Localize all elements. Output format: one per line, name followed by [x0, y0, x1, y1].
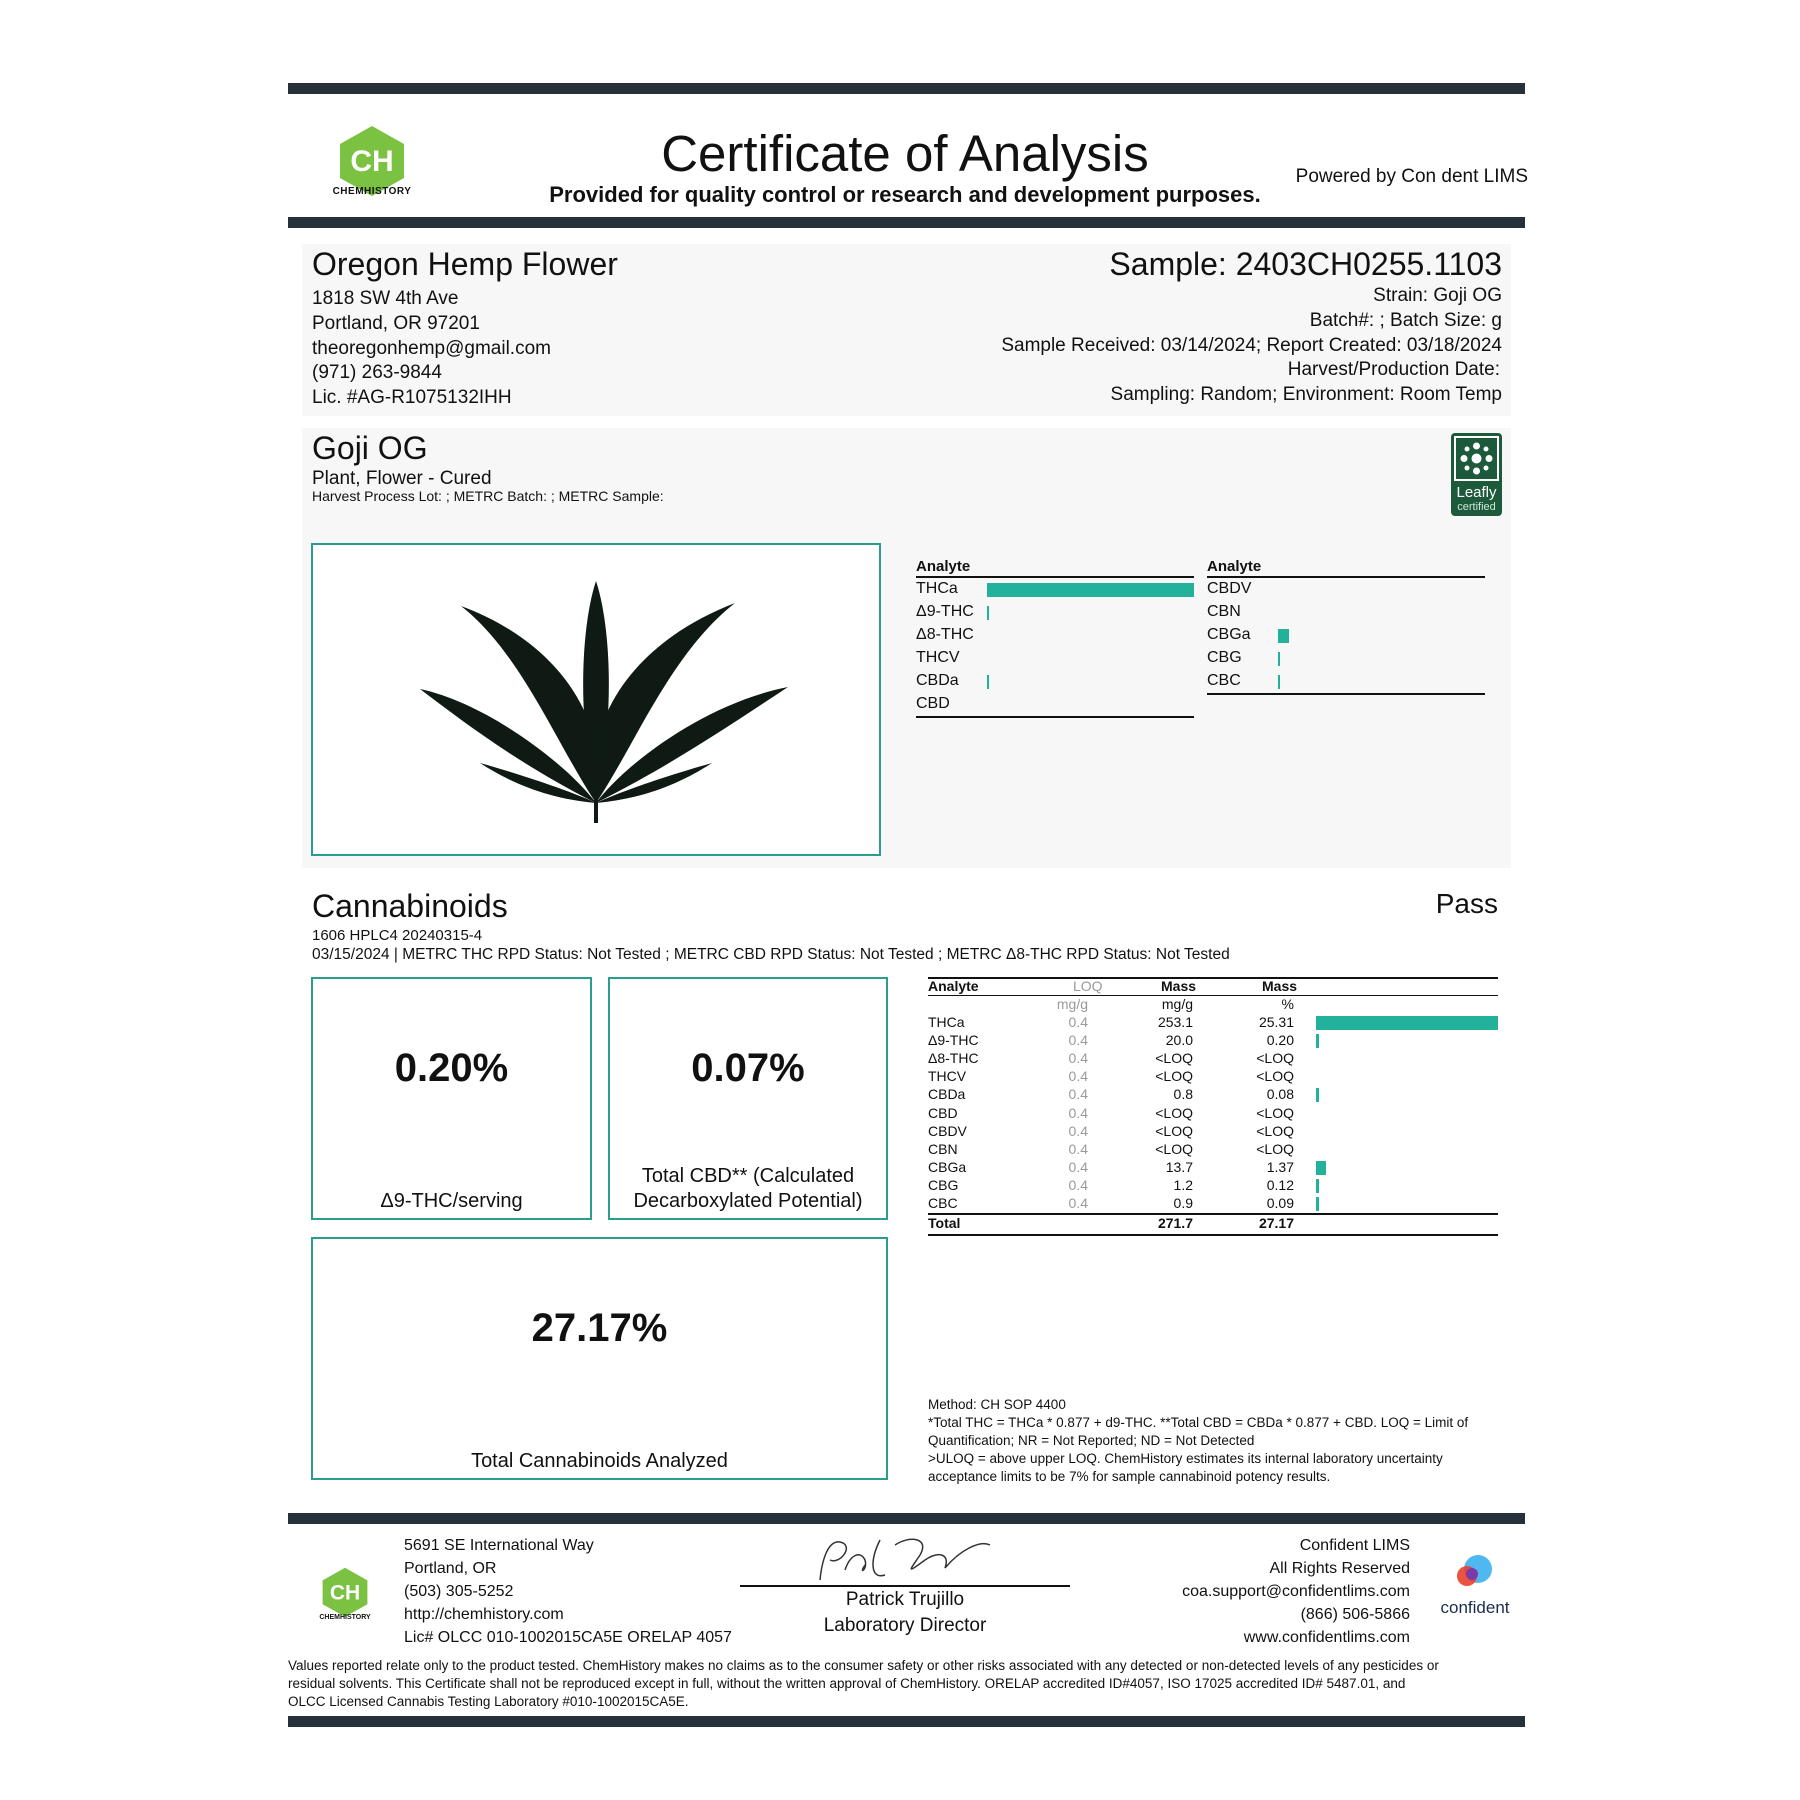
logo-caption: CHEMHISTORY [332, 186, 412, 197]
signer-name: Patrick Trujillo [845, 1589, 965, 1610]
disclaimer-line-2: residual solvents. This Certificate shall not be reproduced except in full, without the written approval of ChemHistory. ORELAP accredited ID#4057, ISO 17025 accredited ID# 5487.01, and [288, 1676, 1406, 1691]
potency-bar [1316, 1179, 1319, 1193]
client-address2: Portland, OR 97201 [312, 313, 480, 334]
cell-mass-pct: 0.09 [1266, 1195, 1294, 1211]
client-license: Lic. #AG-R1075132IHH [312, 387, 512, 408]
total-cbd-label-2: Decarboxylated Potential) [633, 1190, 863, 1212]
sample-sampling: Sampling: Random; Environment: Room Temp [1110, 384, 1502, 405]
thc-serving-value: 0.20% [394, 1046, 509, 1090]
client-name: Oregon Hemp Flower [312, 246, 618, 282]
mini-right-label: CBN [1207, 603, 1241, 620]
cell-analyte: THCV [928, 1068, 967, 1085]
powered-by: Powered by Con dent LIMS [1295, 166, 1528, 187]
client-address1: 1818 SW 4th Ave [312, 288, 459, 309]
mini-right-label: CBG [1207, 649, 1242, 666]
cell-mass-pct: <LOQ [1256, 1050, 1294, 1067]
table-row [928, 1123, 1498, 1141]
cell-loq: 0.4 [1068, 1122, 1088, 1139]
lims-name: Confident LIMS [1299, 1537, 1410, 1554]
cell-loq: 0.4 [1068, 1068, 1088, 1085]
mini-chart-right-header-rule [1207, 576, 1485, 578]
footer-logo-caption: CHEMHISTORY [319, 1614, 371, 1621]
cell-mass-pct: 1.37 [1266, 1158, 1294, 1175]
mini-left-label: THCV [916, 649, 960, 666]
cell-loq: 0.4 [1068, 1140, 1088, 1157]
mini-right-bar [1278, 652, 1280, 666]
col-analyte-header: Analyte [928, 978, 979, 994]
lims-email[interactable]: coa.support@confidentlims.com [1182, 1583, 1410, 1600]
cell-total-mg: 271.7 [1157, 1215, 1193, 1232]
potency-bottom-rule [928, 1234, 1498, 1236]
table-row [928, 1068, 1498, 1086]
mini-chart-left-header: Analyte [916, 558, 971, 575]
product-image-box [311, 543, 881, 856]
potency-table [928, 978, 1498, 1238]
cell-mass-mg: 0.9 [1173, 1195, 1193, 1211]
mini-left-label: CBDa [916, 672, 959, 689]
mini-right-bar [1278, 675, 1280, 689]
cell-analyte: Δ8-THC [928, 1050, 979, 1067]
notes-line-4: acceptance limits to be 7% for sample cannabinoid potency results. [928, 1469, 1331, 1484]
sample-strain: Strain: Goji OG [1373, 285, 1502, 306]
cell-mass-mg: 13.7 [1165, 1158, 1193, 1175]
mini-left-bar [987, 606, 989, 620]
potency-units-row [928, 996, 1498, 1014]
signature-line [740, 1585, 1070, 1587]
sample-batch: Batch#: ; Batch Size: g [1309, 310, 1502, 331]
header-bottom-rule [288, 217, 1525, 228]
unit-mg: mg/g [1161, 996, 1193, 1012]
mini-right-label: CBDV [1207, 580, 1252, 597]
leafly-flower-icon [1451, 433, 1502, 485]
potency-table-header: Analyte LOQ Mass Mass [928, 978, 1298, 994]
footer-chemhistory-logo [317, 1565, 373, 1621]
footer-top-rule [288, 1513, 1525, 1524]
cell-loq: 0.4 [1068, 1176, 1088, 1193]
top-rule [288, 83, 1525, 94]
thc-serving-box [311, 977, 592, 1220]
cell-mass-mg: <LOQ [1155, 1068, 1193, 1085]
potency-bar [1316, 1161, 1326, 1175]
mini-left-label: Δ9-THC [916, 603, 974, 620]
cannabinoids-rpd: 03/15/2024 | METRC THC RPD Status: Not Tested ; METRC CBD RPD Status: Not Tested ; METRC Δ8-THC RPD Status: Not Tested [312, 946, 1230, 963]
mini-left-label: CBD [916, 695, 950, 712]
cannabis-leaf-icon [313, 545, 879, 854]
table-row [928, 1014, 1498, 1032]
lims-phone: (866) 506-5866 [1300, 1606, 1410, 1623]
table-row [928, 1195, 1498, 1213]
cell-analyte: CBDV [928, 1122, 967, 1139]
lab-url[interactable]: http://chemhistory.com [404, 1606, 564, 1623]
client-phone: (971) 263-9844 [312, 362, 442, 383]
lab-contact [404, 1534, 732, 1649]
notes-line-2: Quantification; NR = Not Reported; ND = Not Detected [928, 1433, 1255, 1448]
cell-mass-mg: <LOQ [1155, 1122, 1193, 1139]
cell-loq: 0.4 [1068, 1195, 1088, 1211]
cell-analyte: THCa [928, 1014, 965, 1030]
cell-mass-mg: 253.1 [1157, 1014, 1193, 1030]
cell-mass-mg: <LOQ [1155, 1050, 1193, 1067]
cell-loq: 0.4 [1068, 1014, 1088, 1030]
leafly-certified: certified [1457, 501, 1496, 513]
cell-mass-pct: 0.12 [1266, 1176, 1294, 1193]
lims-contact [1150, 1534, 1410, 1649]
mini-chart-left-header-rule [916, 576, 1194, 578]
method-line: Method: CH SOP 4400 [928, 1397, 1066, 1412]
cell-mass-mg: 1.2 [1173, 1176, 1193, 1193]
lims-rights: All Rights Reserved [1269, 1560, 1410, 1577]
table-row [928, 1032, 1498, 1050]
product-name: Goji OG [312, 430, 428, 466]
mini-chart-left-bottom-rule [916, 716, 1194, 718]
total-cbd-box [608, 977, 888, 1220]
cell-mass-mg: <LOQ [1155, 1104, 1193, 1121]
table-row [928, 1159, 1498, 1177]
cell-analyte: CBN [928, 1140, 958, 1157]
potency-bar [1316, 1034, 1319, 1048]
lab-address1: 5691 SE International Way [404, 1537, 594, 1554]
leafly-badge [1451, 433, 1502, 516]
unit-loq: mg/g [1056, 996, 1088, 1012]
total-cannabinoids-box [311, 1237, 888, 1480]
mini-left-label: THCa [916, 580, 958, 597]
leafly-label: Leafly [1456, 484, 1497, 501]
thc-serving-label: Δ9-THC/serving [380, 1190, 523, 1212]
disclaimer [288, 1657, 1528, 1711]
table-row [928, 1050, 1498, 1068]
disclaimer-line-1: Values reported relate only to the product tested. ChemHistory makes no claims as to the consumer safety or other risks associated with any detected or non-detected levels of any pesticides or [288, 1658, 1439, 1673]
potency-bar [1316, 1016, 1498, 1030]
lab-phone: (503) 305-5252 [404, 1583, 514, 1600]
cell-loq: 0.4 [1068, 1086, 1088, 1103]
method-notes [928, 1396, 1508, 1486]
mini-left-label: Δ8-THC [916, 626, 974, 643]
cell-mass-mg: 0.8 [1173, 1086, 1193, 1103]
footer-logo-text: CH [329, 1581, 361, 1605]
cell-analyte: CBD [928, 1104, 958, 1121]
mini-right-bar [1278, 629, 1289, 643]
page-subtitle: Provided for quality control or research and development purposes. [549, 182, 1261, 207]
confident-logo-icon [1450, 1550, 1500, 1595]
cell-analyte: CBDa [928, 1086, 966, 1103]
cannabinoids-title: Cannabinoids [312, 888, 508, 924]
signer-title: Laboratory Director [823, 1615, 987, 1636]
mini-chart-left [916, 580, 1194, 718]
cell-mass-pct: <LOQ [1256, 1068, 1294, 1085]
unit-pct: % [1281, 996, 1294, 1012]
confident-logo-text: confident [1440, 1598, 1510, 1617]
total-cbd-label-1: Total CBD** (Calculated [641, 1165, 855, 1187]
confident-logo [1450, 1550, 1500, 1595]
logo-text: CH [350, 145, 394, 178]
potency-total-row [928, 1215, 1498, 1233]
mini-left-bar [987, 675, 989, 689]
cell-total-label: Total [928, 1215, 961, 1232]
cell-analyte: CBC [928, 1195, 958, 1211]
cell-mass-mg: 20.0 [1165, 1032, 1193, 1049]
mini-left-bar [987, 583, 1194, 597]
cell-analyte: CBGa [928, 1158, 967, 1175]
lab-license: Lic# OLCC 010-1002015CA5E ORELAP 4057 [404, 1629, 732, 1646]
table-row [928, 1141, 1498, 1159]
cell-mass-pct: <LOQ [1256, 1140, 1294, 1157]
cannabinoids-status: Pass [1435, 888, 1498, 919]
total-cannabinoids-value: 27.17% [531, 1306, 668, 1350]
disclaimer-line-3: OLCC Licensed Cannabis Testing Laboratory #010-1002015CA5E. [288, 1694, 689, 1709]
cell-loq: 0.4 [1068, 1050, 1088, 1067]
table-row [928, 1086, 1498, 1104]
sample-harvest: Harvest/Production Date: [1287, 359, 1500, 380]
cell-mass-pct: 0.08 [1266, 1086, 1294, 1103]
table-row [928, 1177, 1498, 1195]
cell-mass-pct: 25.31 [1258, 1014, 1294, 1030]
product-type: Plant, Flower - Cured [312, 468, 492, 489]
col-mass-mg-header: Mass [1161, 978, 1197, 994]
client-email: theoregonhemp@gmail.com [312, 338, 551, 359]
cell-mass-pct: <LOQ [1256, 1104, 1294, 1121]
lab-address2: Portland, OR [404, 1560, 497, 1577]
sample-id: Sample: 2403CH0255.1103 [1109, 246, 1502, 282]
signature [810, 1530, 1000, 1590]
mini-right-label: CBC [1207, 672, 1241, 689]
cell-loq: 0.4 [1068, 1032, 1088, 1049]
potency-bar [1316, 1197, 1319, 1211]
mini-right-label: CBGa [1207, 626, 1251, 643]
cell-total-pct: 27.17 [1258, 1215, 1294, 1232]
cell-loq: 0.4 [1068, 1158, 1088, 1175]
cell-analyte: CBG [928, 1176, 959, 1193]
cell-loq: 0.4 [1068, 1104, 1088, 1121]
mini-chart-right-header: Analyte [1207, 558, 1262, 575]
bottom-rule [288, 1716, 1525, 1727]
total-cannabinoids-label: Total Cannabinoids Analyzed [471, 1450, 728, 1472]
product-lots: Harvest Process Lot: ; METRC Batch: ; METRC Sample: [312, 488, 664, 504]
lims-url[interactable]: www.confidentlims.com [1243, 1629, 1410, 1646]
mini-chart-right [1207, 580, 1485, 695]
cannabinoids-instrument: 1606 HPLC4 20240315-4 [312, 927, 483, 944]
total-cbd-value: 0.07% [691, 1046, 805, 1090]
notes-line-1: *Total THC = THCa * 0.877 + d9-THC. **Total CBD = CBDa * 0.877 + CBD. LOQ = Limit of [928, 1415, 1469, 1430]
notes-line-3: >ULOQ = above upper LOQ. ChemHistory estimates its internal laboratory uncertainty [928, 1451, 1443, 1466]
col-mass-pct-header: Mass [1262, 978, 1298, 994]
cell-mass-mg: <LOQ [1155, 1140, 1193, 1157]
cell-analyte: Δ9-THC [928, 1032, 979, 1049]
mini-chart-right-bottom-rule [1207, 693, 1485, 695]
page-title: Certificate of Analysis [661, 125, 1149, 182]
cell-mass-pct: 0.20 [1266, 1032, 1294, 1049]
cell-mass-pct: <LOQ [1256, 1122, 1294, 1139]
table-row [928, 1105, 1498, 1123]
potency-bar [1316, 1088, 1319, 1102]
sample-dates: Sample Received: 03/14/2024; Report Created: 03/18/2024 [1001, 335, 1502, 356]
